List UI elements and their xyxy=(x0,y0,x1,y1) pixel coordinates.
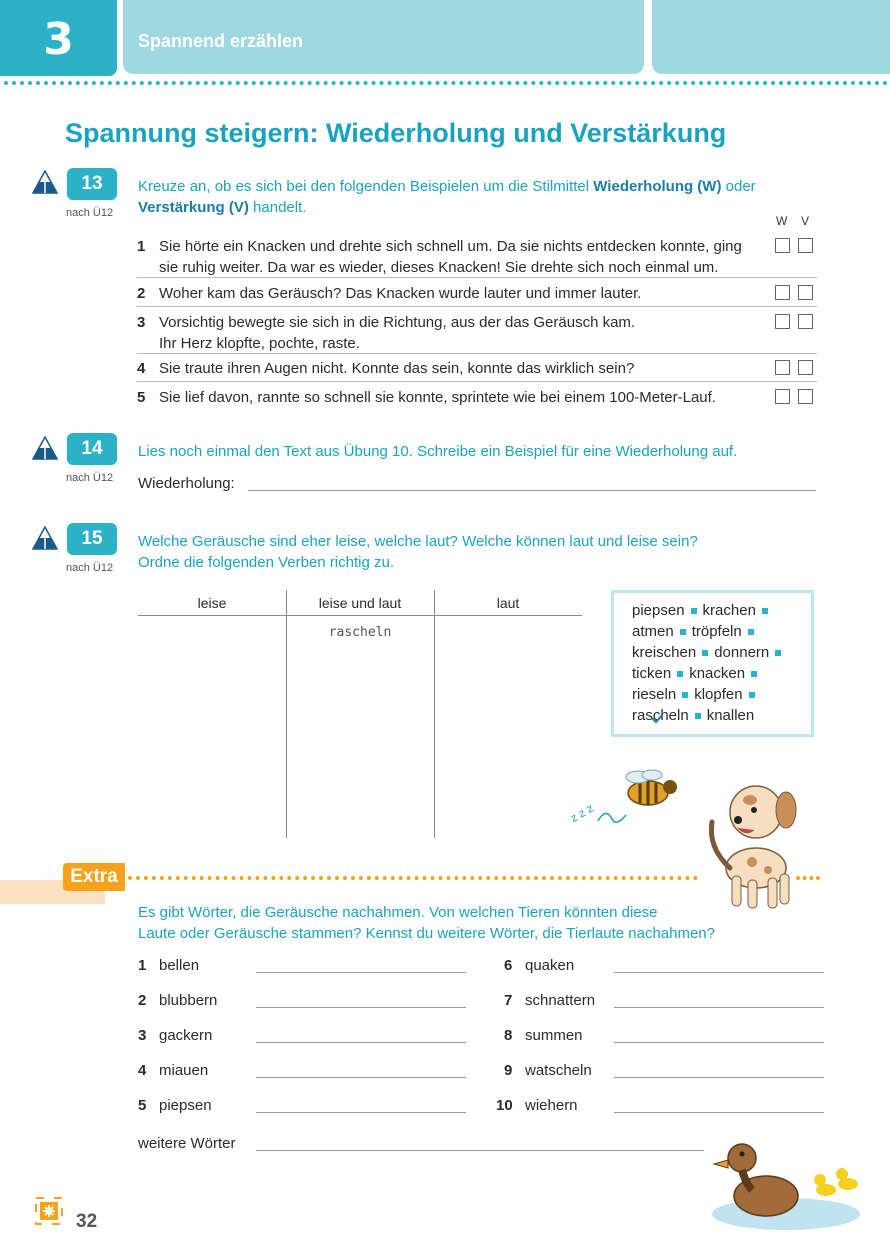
difficulty-pyramid-icon xyxy=(32,170,58,194)
checkbox-2-w[interactable] xyxy=(775,285,790,300)
chapter-number: 3 xyxy=(0,0,117,76)
list-item-word: schnattern xyxy=(525,992,596,1009)
answer-line[interactable] xyxy=(256,1077,466,1078)
exercise-14-number: 14 xyxy=(67,433,117,465)
table-divider xyxy=(434,590,435,838)
exercise-13-ref: nach Ü12 xyxy=(66,207,114,219)
checkbox-5-v[interactable] xyxy=(798,389,813,404)
list-item-word: quaken xyxy=(525,957,575,974)
word-bank: piepsen krachen atmen tröpfeln kreischen donnern ticken knacken rieseln klopfen rascheln knallen xyxy=(611,590,814,737)
header-divider xyxy=(4,81,888,85)
exercise-13-row: 1 Sie hörte ein Knacken und drehte sich schnell um. Da sie nichts entdecken konnte, ging sie ruhig weiter. Da war es wieder, dieses Knacken! Sie drehte sich noch einmal um. xyxy=(137,238,742,276)
exercise-13-number: 13 xyxy=(67,168,117,200)
answer-line[interactable] xyxy=(614,1112,824,1113)
list-item: 7 xyxy=(504,992,513,1009)
list-item-word: watscheln xyxy=(525,1062,592,1079)
extra-tag: Extra xyxy=(63,863,125,891)
extra-divider xyxy=(796,876,820,880)
bee-illustration xyxy=(568,765,678,837)
column-v-header: V xyxy=(801,214,810,228)
list-item: 10 xyxy=(496,1097,513,1114)
wiederholung-label: Wiederholung: xyxy=(138,475,235,492)
checkbox-3-w[interactable] xyxy=(775,314,790,329)
puppy-illustration xyxy=(694,772,810,912)
list-item: 1 xyxy=(138,957,147,974)
exercise-13-instruction: Kreuze an, ob es sich bei den folgenden Beispielen um die Stilmittel Wiederholung (W) oder Verstärkung (V) handelt. xyxy=(138,178,756,216)
list-item: 3 xyxy=(138,1027,147,1044)
answer-line[interactable] xyxy=(256,1007,466,1008)
row-divider xyxy=(137,381,817,382)
exercise-15-instruction: Welche Geräusche sind eher leise, welche laut? Welche können laut und leise sein? Ordne die folgenden Verben richtig zu. xyxy=(138,533,698,571)
page-number: 32 xyxy=(76,1211,98,1232)
example-answer: rascheln xyxy=(328,625,392,640)
exercise-14-ref: nach Ü12 xyxy=(66,472,114,484)
answer-line[interactable] xyxy=(614,972,824,973)
svg-text:z z z: z z z xyxy=(568,801,596,826)
chapter-band-right xyxy=(652,0,890,74)
exercise-14-instruction: Lies noch einmal den Text aus Übung 10. Schreibe ein Beispiel für eine Wiederholung auf. xyxy=(138,443,738,460)
checkbox-4-w[interactable] xyxy=(775,360,790,375)
column-header-leise: leise xyxy=(197,595,227,611)
row-divider xyxy=(137,277,817,278)
answer-line[interactable] xyxy=(256,972,466,973)
column-w-header: W xyxy=(776,214,788,228)
list-item-word: piepsen xyxy=(159,1097,212,1114)
duck-illustration xyxy=(706,1128,866,1238)
extra-instruction: Es gibt Wörter, die Geräusche nachahmen. Von welchen Tieren könnten diese Laute oder Geräusche stammen? Kennst du weitere Wörter, die Tierlaute nachahmen? xyxy=(138,904,715,942)
list-item-word: blubbern xyxy=(159,992,218,1009)
checkbox-3-v[interactable] xyxy=(798,314,813,329)
row-divider xyxy=(137,306,817,307)
checkbox-1-w[interactable] xyxy=(775,238,790,253)
column-header-leise-und-laut: leise und laut xyxy=(318,595,402,611)
list-item: 2 xyxy=(138,992,147,1009)
page-logo-icon xyxy=(34,1196,64,1226)
page-title: Spannung steigern: Wiederholung und Verstärkung xyxy=(65,118,727,148)
table-header-line xyxy=(138,615,582,616)
difficulty-pyramid-icon xyxy=(32,436,58,460)
list-item: 8 xyxy=(504,1027,513,1044)
more-words-line[interactable] xyxy=(256,1150,704,1151)
difficulty-pyramid-icon xyxy=(32,526,58,550)
list-item-word: bellen xyxy=(159,957,200,974)
checkbox-4-v[interactable] xyxy=(798,360,813,375)
checkbox-2-v[interactable] xyxy=(798,285,813,300)
exercise-15-ref: nach Ü12 xyxy=(66,562,114,574)
list-item: 9 xyxy=(504,1062,513,1079)
chapter-title: Spannend erzählen xyxy=(138,31,304,51)
checkmark-icon xyxy=(651,714,663,724)
list-item: 4 xyxy=(138,1062,147,1079)
wiederholung-answer-line[interactable] xyxy=(248,490,816,491)
list-item: 6 xyxy=(504,957,513,974)
answer-line[interactable] xyxy=(614,1007,824,1008)
column-header-laut: laut xyxy=(496,595,520,611)
exercise-15-number: 15 xyxy=(67,523,117,555)
answer-line[interactable] xyxy=(256,1112,466,1113)
more-words-label: weitere Wörter xyxy=(138,1135,236,1152)
checkbox-1-v[interactable] xyxy=(798,238,813,253)
list-item-word: wiehern xyxy=(525,1097,578,1114)
list-item-word: miauen xyxy=(159,1062,209,1079)
answer-line[interactable] xyxy=(614,1077,824,1078)
answer-line[interactable] xyxy=(256,1042,466,1043)
answer-line[interactable] xyxy=(614,1042,824,1043)
extra-divider xyxy=(128,876,698,880)
row-divider xyxy=(137,353,817,354)
list-item-word: summen xyxy=(525,1027,583,1044)
list-item: 5 xyxy=(138,1097,147,1114)
checkbox-5-w[interactable] xyxy=(775,389,790,404)
list-item-word: gackern xyxy=(159,1027,213,1044)
